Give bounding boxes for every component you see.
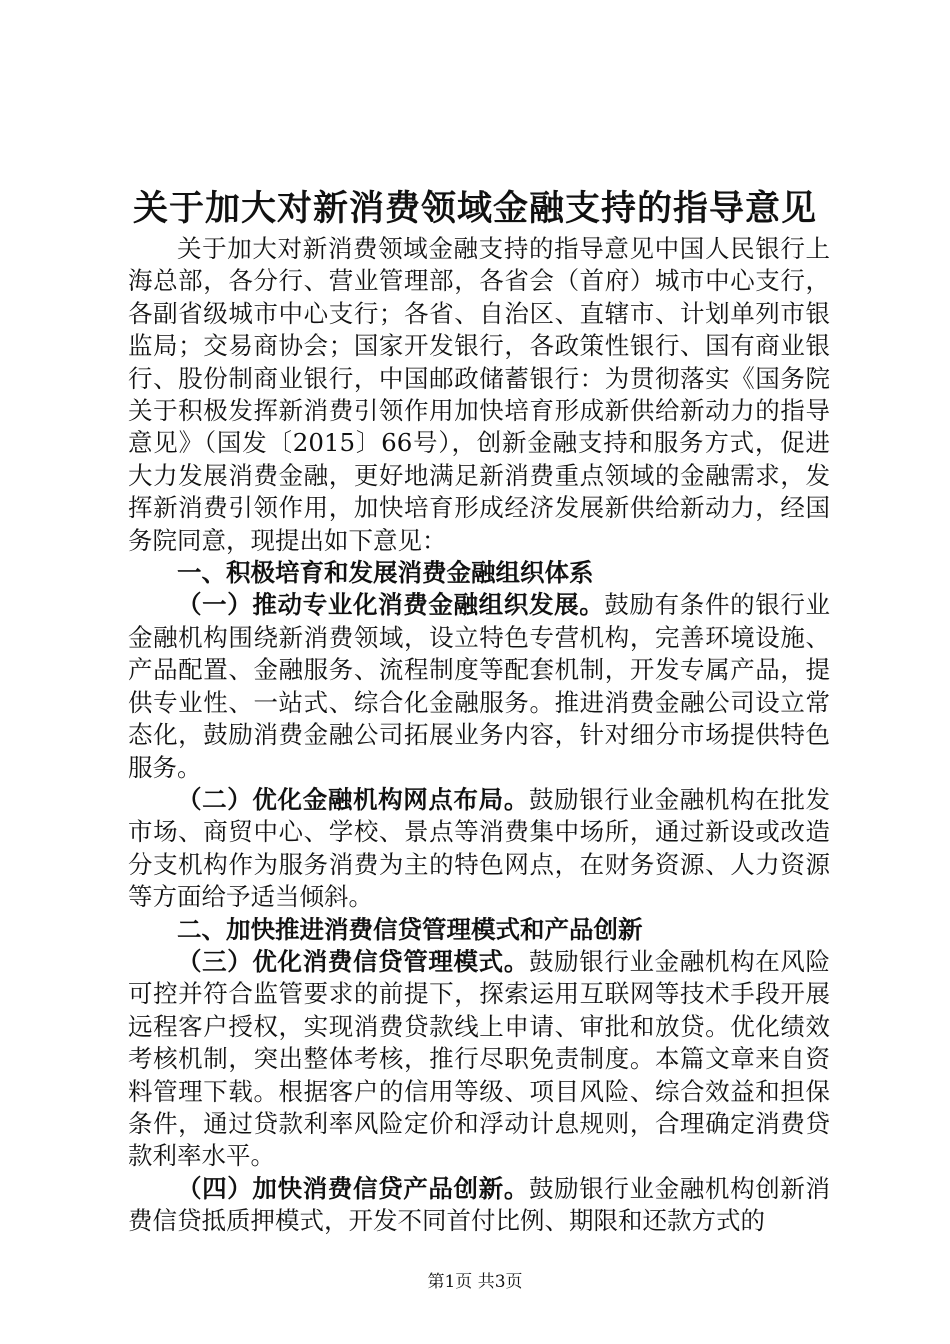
item-3-lead: （三）优化消费信贷管理模式。 bbox=[177, 946, 529, 976]
item-2-text: 鼓励银行业金融机构在批发市场、商贸中心、学校、景点等消费集中场所，通过新设或改造分支机构作为服务消费为主的特色网点，在财务资源、人力资源等方面给予适当倾斜。 bbox=[128, 784, 831, 912]
section-heading-2: 二、加快推进消费信贷管理模式和产品创新 bbox=[177, 914, 643, 944]
item-1-lead: （一）推动专业化消费金融组织发展。 bbox=[177, 590, 605, 620]
paragraph-item-4 bbox=[128, 1173, 830, 1238]
paragraph-item-3 bbox=[128, 946, 830, 1173]
section-heading-1: 一、积极培育和发展消费金融组织体系 bbox=[177, 558, 594, 588]
page-footer: 第1页 共3页 bbox=[427, 1272, 523, 1292]
item-1-text: 鼓励有条件的银行业金融机构围绕新消费领域，设立特色专营机构，完善环境设施、产品配置、金融服务、流程制度等配套机制，开发专属产品，提供专业性、一站式、综合化金融服务。推进消费金融公司设立常态化，鼓励消费金融公司拓展业务内容，针对细分市场提供特色服务。 bbox=[128, 590, 831, 782]
item-3-text: 鼓励银行业金融机构在风险可控并符合监管要求的前提下，探索运用互联网等技术手段开展远程客户授权，实现消费贷款线上申请、审批和放贷。优化绩效考核机制，突出整体考核，推行尽职免责制度。本篇文章来自资料管理下载。根据客户的信用等级、项目风险、综合效益和担保条件，通过贷款利率风险定价和浮动计息规则，合理确定消费贷款利率水平。 bbox=[128, 946, 831, 1171]
item-4-text: 鼓励银行业金融机构创新消费信贷抵质押模式，开发不同首付比例、期限和还款方式的 bbox=[128, 1173, 831, 1236]
intro-paragraph: 关于加大对新消费领域金融支持的指导意见中国人民银行上海总部，各分行、营业管理部，各省会（首府）城市中心支行，各副省级城市中心支行；各省、自治区、直辖市、计划单列市银监局；交易商协会；国家开发银行，各政策性银行、国有商业银行、股份制商业银行，中国邮政储蓄银行：为贯彻落实《国务院关于积极发挥新消费引领作用加快培育形成新供给新动力的指导意见》（国发〔2015〕66号），创新金融支持和服务方式，促进大力发展消费金融，更好地满足新消费重点领域的金融需求，发挥新消费引领作用，加快培育形成经济发展新供给新动力，经国务院同意，现提出如下意见： bbox=[128, 234, 830, 555]
document-title: 关于加大对新消费领域金融支持的指导意见 bbox=[132, 188, 817, 229]
item-2-lead: （二）优化金融机构网点布局。 bbox=[177, 784, 529, 814]
item-4-lead: （四）加快消费信贷产品创新。 bbox=[177, 1173, 529, 1203]
document-body bbox=[128, 233, 830, 1238]
paragraph-item-1 bbox=[128, 589, 830, 783]
paragraph-item-2 bbox=[128, 784, 830, 914]
